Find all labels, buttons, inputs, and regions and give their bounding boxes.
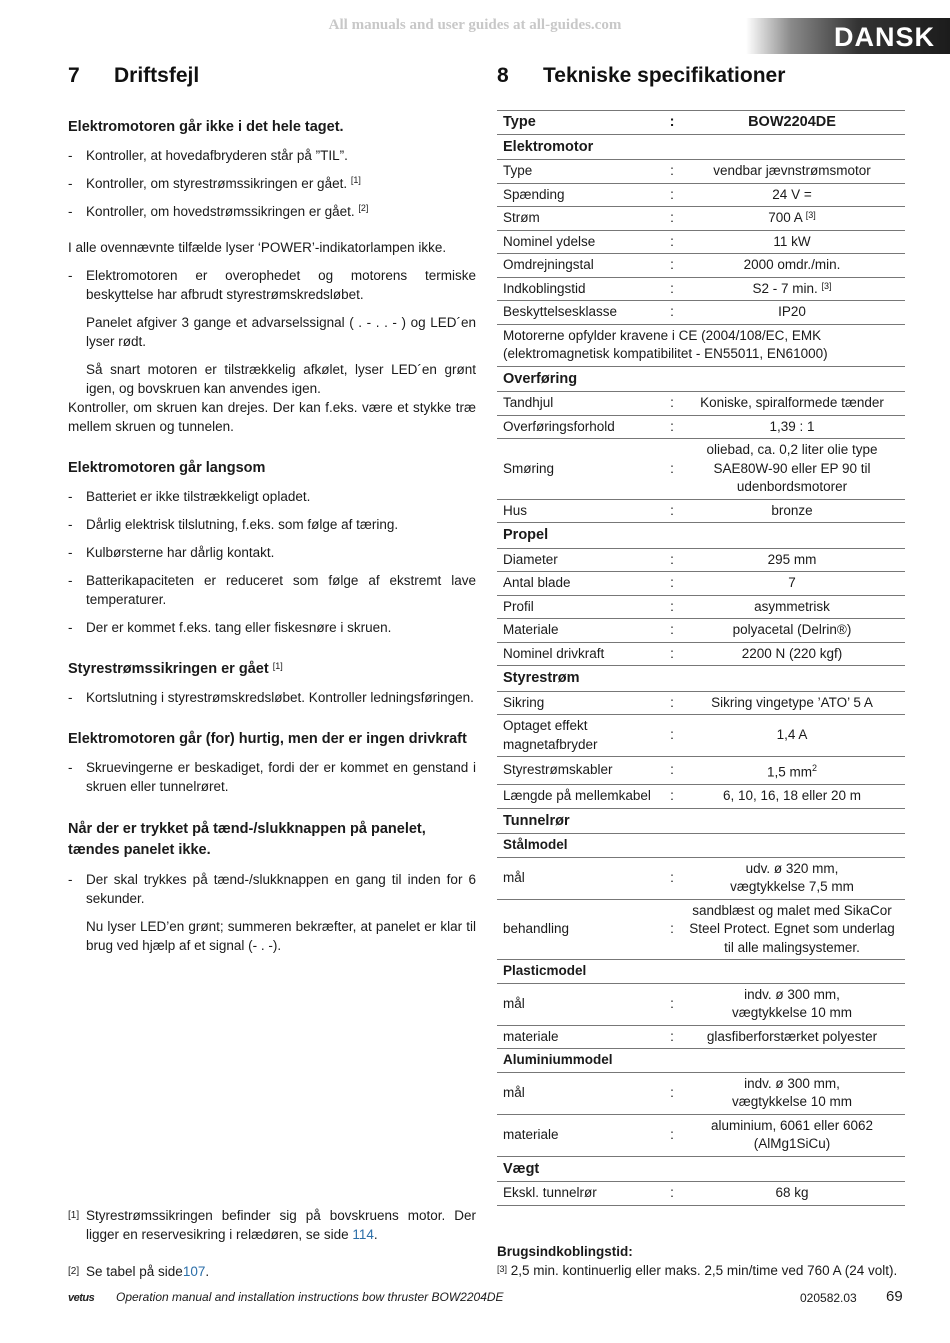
- table-section: [497, 1156, 905, 1182]
- colon: :: [665, 572, 679, 596]
- colon: :: [665, 207, 679, 231]
- spec-label: Diameter: [497, 548, 665, 572]
- colon: :: [665, 392, 679, 416]
- table-row: [497, 715, 905, 757]
- colon: :: [665, 254, 679, 278]
- superscript: 2: [812, 763, 818, 773]
- spec-value: 6, 10, 16, 18 eller 20 m: [679, 785, 905, 809]
- spec-label: Type: [497, 160, 665, 184]
- spec-label: materiale: [497, 1025, 665, 1049]
- table-row: [497, 499, 905, 523]
- footnote-ref: [1]: [272, 661, 283, 671]
- colon: :: [665, 899, 679, 960]
- footnote-2: [2] Se tabel på side107.: [68, 1264, 210, 1279]
- spec-value: aluminium, 6061 eller 6062 (AlMg1SiCu): [679, 1114, 905, 1156]
- subheading: Elektromotoren går ikke i det hele taget.: [68, 119, 344, 135]
- page-number: 69: [886, 1288, 903, 1305]
- colon: :: [665, 499, 679, 523]
- colon: :: [665, 415, 679, 439]
- list-item-continuation: Så snart motoren er tilstrækkelig afkølet, lyser LED´en grønt igen, og bovskruen kan anvendes igen.: [86, 362, 476, 396]
- footnote-number: [2]: [68, 1266, 80, 1277]
- footnote-ref: [2]: [358, 203, 369, 213]
- spec-label: Optaget effekt magnetafbryder: [497, 715, 665, 757]
- list-item: - Kontroller, om hovedstrømssikringen er gået. [2]: [68, 202, 476, 221]
- subsection-title: Aluminiummodel: [497, 1049, 905, 1073]
- footnote-1: [1] Styrestrømssikringen befinder sig på bovskruens motor. Der ligger en reservesikring i relædøren, se side 114.: [68, 1208, 476, 1242]
- vetus-logo: vetus: [68, 1292, 95, 1304]
- spec-label: Smøring: [497, 439, 665, 500]
- colon: :: [665, 1182, 679, 1206]
- table-row: [497, 785, 905, 809]
- spec-value: asymmetrisk: [679, 595, 905, 619]
- spec-value: 2200 N (220 kgf): [679, 642, 905, 666]
- spec-value: Koniske, spiralformede tænder: [679, 392, 905, 416]
- spec-label: Nominel ydelse: [497, 230, 665, 254]
- duty-cycle-note: [497, 1242, 917, 1280]
- footnote-number: [1]: [68, 1210, 80, 1221]
- spec-label: Tandhjul: [497, 392, 665, 416]
- footnote-ref: [3]: [821, 280, 832, 291]
- note-text: [3] 2,5 min. kontinuerlig eller maks. 2,5 min/time ved 760 A (24 volt).: [497, 1263, 898, 1278]
- section-title: Tekniske specifikationer: [543, 64, 786, 87]
- subheading: Elektromotoren går (for) hurtig, men der er ingen drivkraft: [68, 731, 467, 747]
- spec-label: mål: [497, 983, 665, 1025]
- spec-value: indv. ø 300 mm, vægtykkelse 10 mm: [679, 983, 905, 1025]
- table-row: [497, 1114, 905, 1156]
- table-row: [497, 548, 905, 572]
- table-row: [497, 857, 905, 899]
- colon: :: [665, 857, 679, 899]
- spec-value: udv. ø 320 mm, vægtykkelse 7,5 mm: [679, 857, 905, 899]
- spec-label: Materiale: [497, 619, 665, 643]
- section-number: 8: [497, 64, 509, 87]
- spec-value: bronze: [679, 499, 905, 523]
- spec-value: 700 A [3]: [679, 207, 905, 231]
- page-footer: [68, 1290, 908, 1306]
- spec-value: vendbar jævnstrømsmotor: [679, 160, 905, 184]
- spec-value: IP20: [679, 301, 905, 325]
- colon: :: [665, 691, 679, 715]
- list-item: - Der er kommet f.eks. tang eller fiskesnøre i skruen.: [68, 618, 476, 637]
- subheading: Elektromotoren går langsom: [68, 460, 266, 476]
- spec-value: 1,5 $mm^2$: [679, 757, 905, 785]
- spec-label: Nominel drivkraft: [497, 642, 665, 666]
- list-item: - Der skal trykkes på tænd-/slukknappen en gang til inden for 6 sekunder.: [68, 870, 476, 908]
- colon: :: [665, 785, 679, 809]
- table-row: [497, 183, 905, 207]
- table-row: [497, 415, 905, 439]
- table-row: [497, 392, 905, 416]
- paragraph: Kontroller, om skruen kan drejes. Der kan f.eks. være et stykke træ mellem skruen og tunnelen.: [68, 400, 476, 434]
- spec-label: Beskyttelsesklasse: [497, 301, 665, 325]
- list-item: - Kontroller, om styrestrømssikringen er gået. [1]: [68, 174, 476, 193]
- table-row: [497, 324, 905, 366]
- spec-label: materiale: [497, 1114, 665, 1156]
- section-title: Tunnelrør: [497, 808, 905, 834]
- section-heading-8: [497, 64, 785, 88]
- subheading: Når der er trykket på tænd-/slukknappen på panelet, tændes panelet ikke.: [68, 821, 426, 858]
- spec-value: indv. ø 300 mm, vægtykkelse 10 mm: [679, 1072, 905, 1114]
- section-number: 7: [68, 64, 80, 87]
- section-title: Propel: [497, 523, 905, 549]
- list-item: - Kontroller, at hovedafbryderen står på ”TIL”.: [68, 146, 476, 165]
- table-row: [497, 642, 905, 666]
- paragraph: I alle ovennævnte tilfælde lyser ‘POWER’-indikatorlampen ikke.: [68, 240, 447, 255]
- table-row: [497, 439, 905, 500]
- table-row: [497, 757, 905, 785]
- table-row: [497, 572, 905, 596]
- colon: :: [665, 619, 679, 643]
- table-row: [497, 207, 905, 231]
- table-section: [497, 366, 905, 392]
- table-row: [497, 595, 905, 619]
- spec-value: 1,39 : 1: [679, 415, 905, 439]
- subheading: Styrestrømssikringen er gået [1]: [68, 661, 283, 677]
- spec-value: 2000 omdr./min.: [679, 254, 905, 278]
- manual-title: Operation manual and installation instructions bow thruster BOW2204DE: [116, 1290, 504, 1304]
- colon: :: [665, 277, 679, 301]
- colon: :: [665, 1072, 679, 1114]
- spec-value: oliebad, ca. 0,2 liter olie type SAE80W-90 eller EP 90 til udenbordsmotorer: [679, 439, 905, 500]
- colon: :: [665, 983, 679, 1025]
- spec-label: Type: [497, 111, 665, 135]
- spec-value: S2 - 7 min. [3]: [679, 277, 905, 301]
- subsection-title: Stålmodel: [497, 834, 905, 858]
- table-row: [497, 983, 905, 1025]
- spec-label: behandling: [497, 899, 665, 960]
- language-tab: DANSK: [746, 18, 950, 54]
- spec-label: Indkoblingstid: [497, 277, 665, 301]
- spec-label: Ekskl. tunnelrør: [497, 1182, 665, 1206]
- colon: :: [665, 757, 679, 785]
- note-title: Brugsindkoblingstid:: [497, 1244, 633, 1259]
- table-section: [497, 134, 905, 160]
- table-row: [497, 1072, 905, 1114]
- spec-value: 7: [679, 572, 905, 596]
- footnote-ref: [3]: [805, 210, 816, 220]
- table-row: [497, 277, 905, 301]
- spec-value: 68 kg: [679, 1182, 905, 1206]
- list-item: - Elektromotoren er overophedet og motorens termiske beskyttelse har afbrudt styrestrømskredsløbet.: [68, 266, 476, 304]
- document-number: 020582.03: [800, 1291, 857, 1305]
- colon: :: [665, 1025, 679, 1049]
- spec-value: Sikring vingetype ’ATO’ 5 A: [679, 691, 905, 715]
- colon: :: [665, 301, 679, 325]
- table-subsection: [497, 960, 905, 984]
- colon: :: [665, 1114, 679, 1156]
- spec-value: sandblæst og malet med SikaCor Steel Protect. Egnet som underlag til alle malingsystemer.: [679, 899, 905, 960]
- table-row: [497, 230, 905, 254]
- section-title: Vægt: [497, 1156, 905, 1182]
- table-row: [497, 160, 905, 184]
- table-row: [497, 1025, 905, 1049]
- subsection-title: Plasticmodel: [497, 960, 905, 984]
- page-link[interactable]: 107: [182, 1264, 206, 1279]
- list-item-continuation: Panelet afgiver 3 gange et advarselssignal ( . - . . - ) og LED´en lyser rødt.: [86, 315, 476, 349]
- colon: :: [665, 183, 679, 207]
- spec-value: BOW2204DE: [679, 111, 905, 135]
- colon: :: [665, 111, 679, 135]
- colon: :: [665, 230, 679, 254]
- spec-label: Sikring: [497, 691, 665, 715]
- spec-label: Strøm: [497, 207, 665, 231]
- list-item: - Batteriet er ikke tilstrækkeligt opladet.: [68, 487, 476, 506]
- table-section: [497, 523, 905, 549]
- spec-label: Profil: [497, 595, 665, 619]
- table-subsection: [497, 1049, 905, 1073]
- table-row: [497, 619, 905, 643]
- spec-label: Styrestrømskabler: [497, 757, 665, 785]
- section-title: Styrestrøm: [497, 666, 905, 692]
- list-item: - Batterikapaciteten er reduceret som følge af ekstremt lave temperaturer.: [68, 571, 476, 609]
- section-title: Elektromotor: [497, 134, 905, 160]
- spec-value: polyacetal (Delrin®): [679, 619, 905, 643]
- spec-value: 11 kW: [679, 230, 905, 254]
- colon: :: [665, 548, 679, 572]
- table-row: [497, 899, 905, 960]
- table-section: [497, 808, 905, 834]
- spec-label: mål: [497, 857, 665, 899]
- list-item: - Dårlig elektrisk tilslutning, f.eks. som følge af tæring.: [68, 515, 476, 534]
- table-subsection: [497, 834, 905, 858]
- footnote-ref: [1]: [350, 175, 361, 185]
- spec-label: Længde på mellemkabel: [497, 785, 665, 809]
- table-row: [497, 301, 905, 325]
- watermark: All manuals and user guides at all-guides.com: [328, 17, 622, 33]
- list-item-continuation: Nu lyser LED’en grønt; summeren bekræfter, at panelet er klar til brug ved hjælp af et signal (- . -).: [86, 919, 476, 953]
- list-item: - Kulbørsterne har dårlig kontakt.: [68, 543, 476, 562]
- page-link[interactable]: 114: [352, 1227, 374, 1242]
- spec-value: glasfiberforstærket polyester: [679, 1025, 905, 1049]
- spec-label: Omdrejningstal: [497, 254, 665, 278]
- colon: :: [665, 595, 679, 619]
- spec-label: Overføringsforhold: [497, 415, 665, 439]
- ce-note: Motorerne opfylder kravene i CE (2004/108/EC, EMK (elektromagnetisk kompatibilitet - EN55011, EN61000): [497, 324, 905, 366]
- spec-value: 24 V =: [679, 183, 905, 207]
- footnote-ref: [3]: [497, 1264, 508, 1274]
- table-row: [497, 254, 905, 278]
- colon: :: [665, 642, 679, 666]
- section-heading-7: [68, 64, 199, 88]
- colon: :: [665, 439, 679, 500]
- spec-label: Antal blade: [497, 572, 665, 596]
- section-title: Overføring: [497, 366, 905, 392]
- section-title: Driftsfejl: [114, 64, 200, 87]
- table-section: [497, 666, 905, 692]
- troubleshooting-column: [68, 118, 476, 964]
- table-row: [497, 691, 905, 715]
- spec-table: [497, 110, 905, 1206]
- table-row: [497, 1182, 905, 1206]
- colon: :: [665, 160, 679, 184]
- table-row: [497, 111, 905, 135]
- list-item: - Kortslutning i styrestrømskredsløbet. Kontroller ledningsføringen.: [68, 688, 476, 707]
- list-item: - Skruevingerne er beskadiget, fordi der er kommet en genstand i skruen eller tunnelrøret.: [68, 758, 476, 796]
- spec-label: mål: [497, 1072, 665, 1114]
- spec-value: 1,4 A: [679, 715, 905, 757]
- spec-label: Spænding: [497, 183, 665, 207]
- colon: :: [665, 715, 679, 757]
- spec-value: 295 mm: [679, 548, 905, 572]
- spec-label: Hus: [497, 499, 665, 523]
